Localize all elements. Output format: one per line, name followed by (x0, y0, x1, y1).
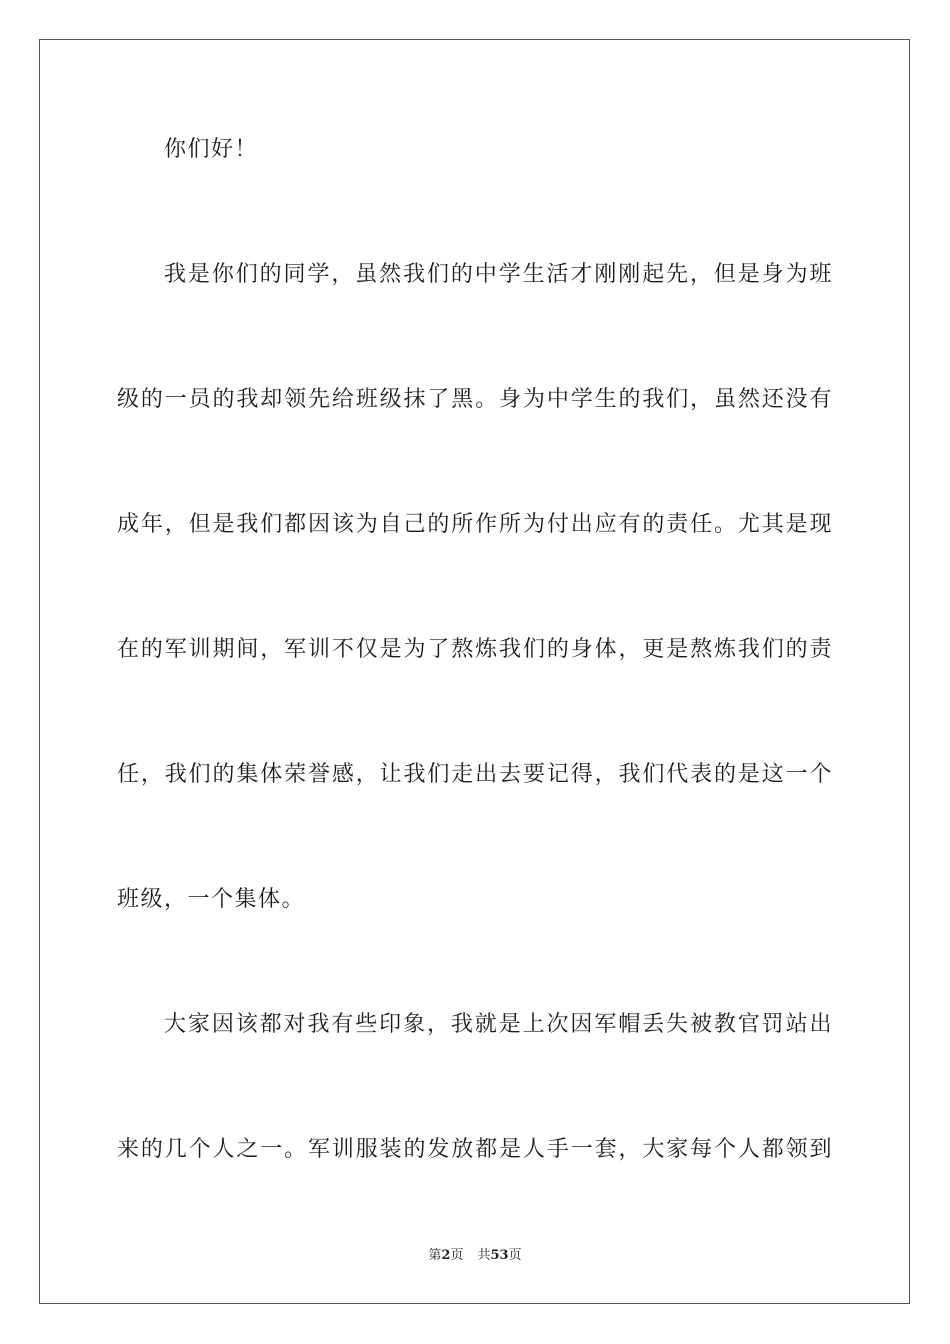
total-prefix: 共 (477, 1248, 491, 1263)
paragraph-line: 成年，但是我们都因该为自己的所作所为付出应有的责任。尤其是现 (117, 512, 833, 537)
page-number: 2 (441, 1248, 451, 1263)
paragraph-line: 班级，一个集体。 (117, 887, 306, 912)
page-border (39, 39, 910, 1304)
paragraph-line: 在的军训期间，军训不仅是为了熬炼我们的身体，更是熬炼我们的责 (117, 637, 833, 662)
total-suffix: 页 (508, 1248, 522, 1263)
paragraph-line: 大家因该都对我有些印象，我就是上次因军帽丢失被教官罚站出 (164, 1012, 833, 1037)
paragraph-line: 我是你们的同学，虽然我们的中学生活才刚刚起先，但是身为班 (164, 262, 833, 287)
paragraph-line: 任，我们的集体荣誉感，让我们走出去要记得，我们代表的是这一个 (117, 762, 833, 787)
page-prefix: 第 (428, 1248, 442, 1263)
paragraph-line: 来的几个人之一。军训服装的发放都是人手一套，大家每个人都领到 (117, 1137, 833, 1162)
page-footer (0, 1247, 950, 1265)
greeting-line: 你们好！ (164, 137, 259, 162)
page-suffix: 页 (450, 1248, 464, 1263)
paragraph-line: 级的一员的我却领先给班级抹了黑。身为中学生的我们，虽然还没有 (117, 387, 833, 412)
total-pages: 53 (490, 1248, 509, 1263)
